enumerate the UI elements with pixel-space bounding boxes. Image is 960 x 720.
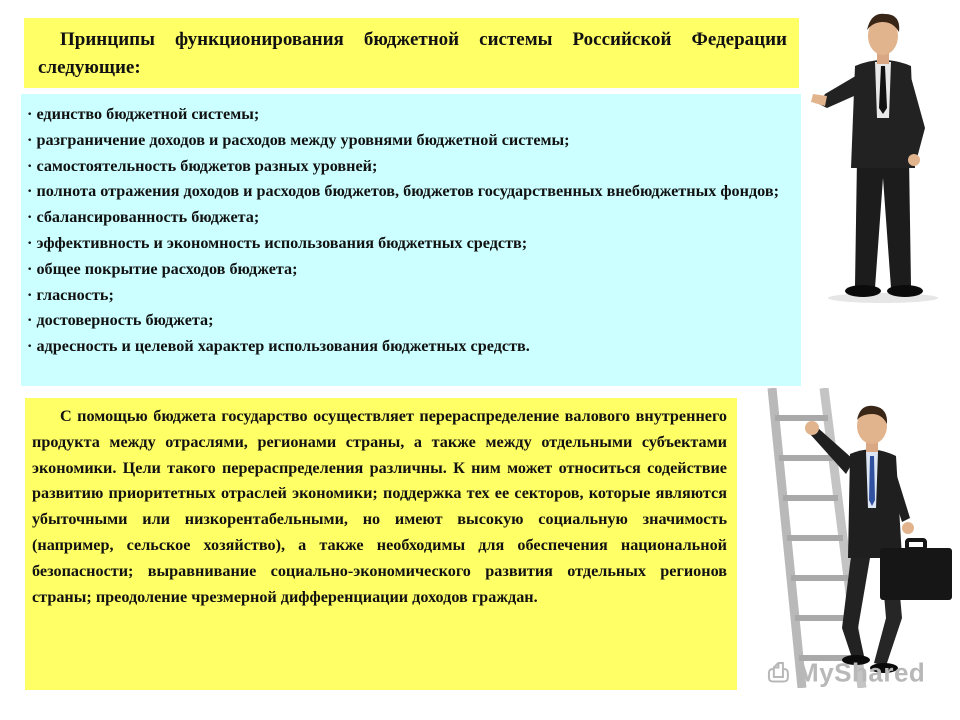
- principles-list: [27, 102, 791, 360]
- page-title: Принципы функционирования бюджетной системы Российской Федерации следующие:: [38, 29, 787, 78]
- watermark-icon: ⎙: [768, 657, 790, 688]
- list-item: · эффективность и экономность использования бюджетных средств;: [27, 231, 791, 257]
- list-item: · самостоятельность бюджетов разных уровней;: [27, 154, 791, 180]
- paragraph-box: [25, 398, 737, 690]
- list-item: · сбалансированность бюджета;: [27, 205, 791, 231]
- principles-box: [21, 94, 801, 386]
- paragraph-text: С помощью бюджета государство осуществляет перераспределение валового внутреннего продукта между отраслями, регионами страны, а также между отдельными субъектами экономики. Цели такого перераспределения различны. К ним может относиться содействие развитию приоритетных отраслей экономики; поддержка тех ее секторов, которые являются убыточными или низкорентабельными, но имеют высокую социальную значимость (например, сельское хозяйство), а также необходимы для обеспечения национальной безопасности; выравнивание социально-экономического развития отдельных регионов страны; преодоление чрезмерной дифференциации доходов граждан.: [32, 407, 727, 606]
- list-item: · полнота отражения доходов и расходов бюджетов, бюджетов государственных внебюджетных фондов;: [27, 179, 791, 205]
- list-item: · единство бюджетной системы;: [27, 102, 791, 128]
- list-item: · общее покрытие расходов бюджета;: [27, 257, 791, 283]
- watermark: [768, 656, 925, 689]
- pointing-man-illustration: [805, 8, 955, 303]
- list-item: · достоверность бюджета;: [27, 308, 791, 334]
- ladder-man-illustration: [762, 388, 957, 688]
- list-item: · разграничение доходов и расходов между уровнями бюджетной системы;: [27, 128, 791, 154]
- list-item: · гласность;: [27, 283, 791, 309]
- list-item: · адресность и целевой характер использования бюджетных средств.: [27, 334, 791, 360]
- title-box: [24, 18, 799, 88]
- watermark-text: MyShared: [797, 657, 926, 688]
